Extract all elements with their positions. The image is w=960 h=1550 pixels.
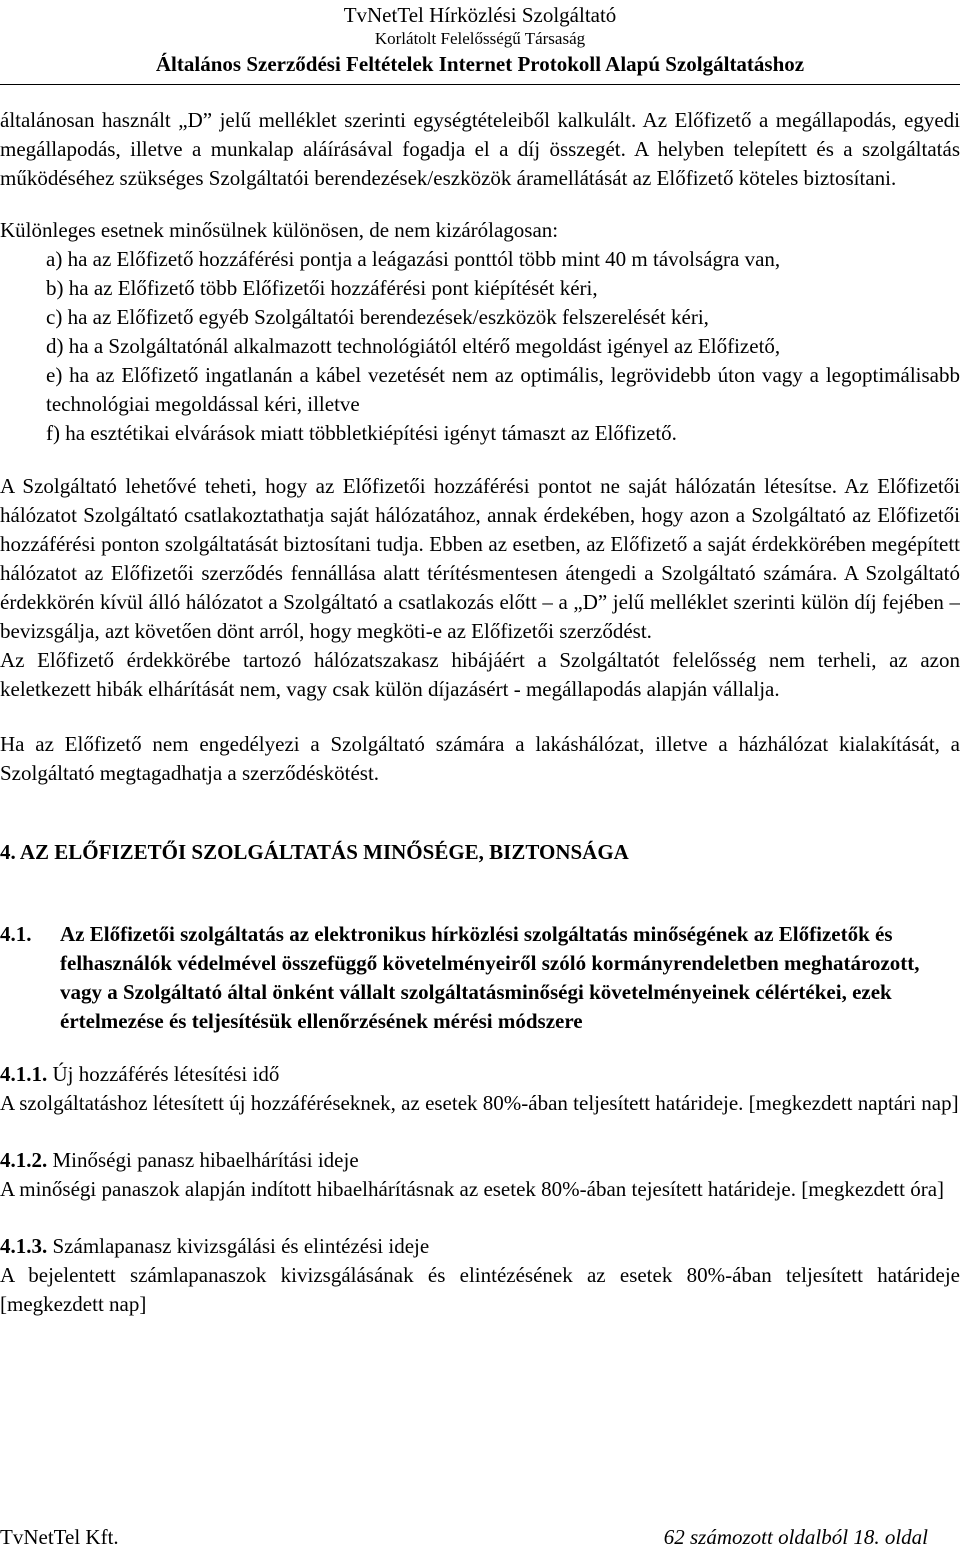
item-title: Új hozzáférés létesítési idő	[52, 1062, 280, 1086]
item-number: 4.1.3.	[0, 1234, 48, 1258]
item-text: A minőségi panaszok alapján indított hibaelhárításnak az esetek 80%-ában tejesített határideje. [megkezdett óra]	[0, 1177, 945, 1201]
footer-company: TvNetTel Kft.	[0, 1525, 119, 1549]
special-cases-list	[46, 245, 960, 448]
item-4-1-3	[0, 1232, 960, 1319]
page-body	[0, 106, 960, 1319]
list-item: d) ha a Szolgáltatónál alkalmazott technológiától eltérő megoldást igényel az Előfizető,	[46, 334, 781, 358]
list-item: f) ha esztétikai elvárások miatt többletkiépítési igényt támaszt az Előfizető.	[46, 421, 677, 445]
list-item: c) ha az Előfizető egyéb Szolgáltatói berendezések/eszközök felszerelését kéri,	[46, 305, 709, 329]
list-item: e) ha az Előfizető ingatlanán a kábel vezetését nem az optimális, legrövidebb úton vagy a legoptimálisabb technológiai megoldással kéri, illetve	[46, 363, 960, 416]
subsection-4-1	[0, 920, 960, 1036]
company-type: Korlátolt Felelősségű Társaság	[374, 29, 586, 49]
page-number: 62 számozott oldalból 18. oldal	[663, 1525, 928, 1549]
paragraph-home-network: Ha az Előfizető nem engedélyezi a Szolgáltató számára a lakáshálózat, illetve a házhálózat kialakítását, a Szolgáltató megtagadhatja a szerződéskötést.	[0, 732, 960, 785]
item-4-1-1	[0, 1060, 960, 1118]
item-title: Számlapanasz kivizsgálási és elintézési ideje	[52, 1234, 430, 1258]
document-title: Általános Szerződési Feltételek Internet Protokoll Alapú Szolgáltatáshoz	[155, 51, 805, 76]
item-4-1-2	[0, 1146, 960, 1204]
item-number: 4.1.1.	[0, 1062, 48, 1086]
subsection-title: Az Előfizetői szolgáltatás az elektronikus hírközlési szolgáltatás minőségének az Előfizetők és felhasználók védelmével összefüggő követelményeiről szóló kormányrendeletben meghatározott, vagy a Szolgáltató által önként vállalt szolgáltatásminőségi követelményeinek célértékei, ezek értelmezése és teljesítésük ellenőrzésének mérési módszere	[60, 922, 920, 1033]
page-header	[0, 0, 960, 75]
list-item: b) ha az Előfizető több Előfizetői hozzáférési pont kiépítését kéri,	[46, 276, 598, 300]
list-item: a) ha az Előfizető hozzáférési pontja a leágazási ponttól több mint 40 m távolságra van,	[46, 247, 781, 271]
paragraph-liability: Az Előfizető érdekkörébe tartozó hálózatszakasz hibájáért a Szolgáltatót felelősség nem terheli, az azon keletkezett hibák elhárítását nem, vagy csak külön díjazásért - megállapodás alapján vállalja.	[0, 648, 960, 701]
section-title: 4. AZ ELŐFIZETŐI SZOLGÁLTATÁS MINŐSÉGE, BIZTONSÁGA	[0, 840, 629, 864]
company-name: TvNetTel Hírközlési Szolgáltató	[343, 3, 617, 27]
header-divider	[0, 84, 960, 85]
item-number: 4.1.2.	[0, 1148, 48, 1172]
item-text: A szolgáltatáshoz létesített új hozzáféréseknek, az esetek 80%-ában teljesített határideje. [megkezdett naptári nap]	[0, 1091, 959, 1115]
paragraph-special-cases-intro: Különleges esetnek minősülnek különösen, de nem kizárólagosan:	[0, 218, 559, 242]
item-title: Minőségi panasz hibaelhárítási ideje	[52, 1148, 359, 1172]
item-text: A bejelentett számlapanaszok kivizsgálásának és elintézésének az esetek 80%-ában teljesített határideje [megkezdett nap]	[0, 1263, 960, 1316]
paragraph-fee-acceptance: általánosan használt „D” jelű melléklet szerinti egységtételeiből kalkulált. Az Előfizető a megállapodás, egyedi megállapodás, illetve a munkalap aláírásával fogadja el a díj összegét. A helyben telepített és a szolgáltatás működéséhez szükséges Szolgáltatói berendezések/eszközök áramellátását az Előfizető köteles biztosítani.	[0, 108, 960, 190]
subsection-number: 4.1.	[0, 922, 32, 946]
paragraph-subscriber-network: A Szolgáltató lehetővé teheti, hogy az Előfizetői hozzáférési pontot ne saját hálózatán létesítse. Az Előfizetői hálózatot Szolgáltató csatlakoztathatja saját hálózatához, annak érdekében, hogy azon a Szolgáltató az Előfizetői hozzáférési ponton szolgáltatását biztosítani tudja. Ebben az esetben, az Előfizető a saját érdekkörében megépített hálózatot az Előfizetői szerződés fennállása alatt térítésmentesen átengedi a Szolgáltató számára. A Szolgáltató érdekkörén kívül álló hálózatot a Szolgáltató a csatlakozás előtt – a „D” jelű melléklet szerinti külön díj fejében – bevizsgálja, azt követően dönt arról, hogy megköti-e az Előfizetői szerződést.	[0, 474, 960, 643]
